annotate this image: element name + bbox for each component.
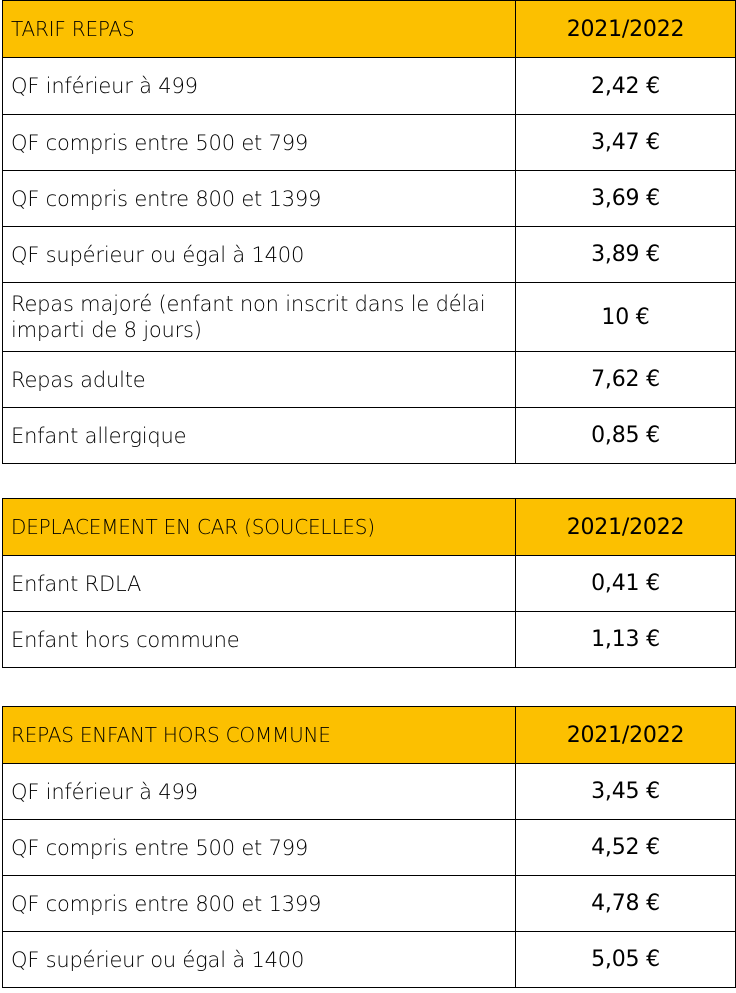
- table-row: [3, 115, 736, 171]
- row-label: QF compris entre 800 et 1399: [3, 171, 516, 227]
- row-label: Repas majoré (enfant non inscrit dans le délai imparti de 8 jours): [3, 283, 516, 352]
- row-price: 3,89 €: [516, 227, 736, 283]
- table-row: [3, 556, 736, 612]
- table-header-year: 2021/2022: [516, 1, 736, 58]
- row-label: QF compris entre 500 et 799: [3, 115, 516, 171]
- table-row: [3, 352, 736, 408]
- table-header-row: [3, 499, 736, 556]
- row-label: QF inférieur à 499: [3, 58, 516, 115]
- table-row: [3, 932, 736, 988]
- row-label: QF compris entre 800 et 1399: [3, 876, 516, 932]
- row-price: 3,69 €: [516, 171, 736, 227]
- table-row: [3, 764, 736, 820]
- table-header-row: [3, 707, 736, 764]
- row-price: 10 €: [516, 283, 736, 352]
- row-label: Enfant hors commune: [3, 612, 516, 668]
- row-price: 1,13 €: [516, 612, 736, 668]
- row-label: Enfant allergique: [3, 408, 516, 464]
- row-price: 0,41 €: [516, 556, 736, 612]
- row-label: QF supérieur ou égal à 1400: [3, 932, 516, 988]
- table-header-label: DEPLACEMENT EN CAR (SOUCELLES): [3, 499, 516, 556]
- row-label: QF compris entre 500 et 799: [3, 820, 516, 876]
- row-label: QF supérieur ou égal à 1400: [3, 227, 516, 283]
- row-label: QF inférieur à 499: [3, 764, 516, 820]
- table-row: [3, 227, 736, 283]
- row-label: Enfant RDLA: [3, 556, 516, 612]
- table-header-label: TARIF REPAS: [3, 1, 516, 58]
- row-price: 4,78 €: [516, 876, 736, 932]
- deplacement-car-table: [2, 498, 736, 668]
- table-row: [3, 408, 736, 464]
- row-price: 3,45 €: [516, 764, 736, 820]
- table-row: [3, 171, 736, 227]
- repas-hors-commune-table: [2, 706, 736, 988]
- table-row: [3, 612, 736, 668]
- table-row: [3, 283, 736, 352]
- row-price: 7,62 €: [516, 352, 736, 408]
- table-header-year: 2021/2022: [516, 499, 736, 556]
- row-price: 3,47 €: [516, 115, 736, 171]
- table-row: [3, 820, 736, 876]
- table-row: [3, 876, 736, 932]
- row-price: 0,85 €: [516, 408, 736, 464]
- row-price: 5,05 €: [516, 932, 736, 988]
- row-price: 4,52 €: [516, 820, 736, 876]
- table-header-row: [3, 1, 736, 58]
- table-header-label: REPAS ENFANT HORS COMMUNE: [3, 707, 516, 764]
- table-row: [3, 58, 736, 115]
- table-header-year: 2021/2022: [516, 707, 736, 764]
- tarif-repas-table: [2, 0, 736, 464]
- row-label: Repas adulte: [3, 352, 516, 408]
- row-price: 2,42 €: [516, 58, 736, 115]
